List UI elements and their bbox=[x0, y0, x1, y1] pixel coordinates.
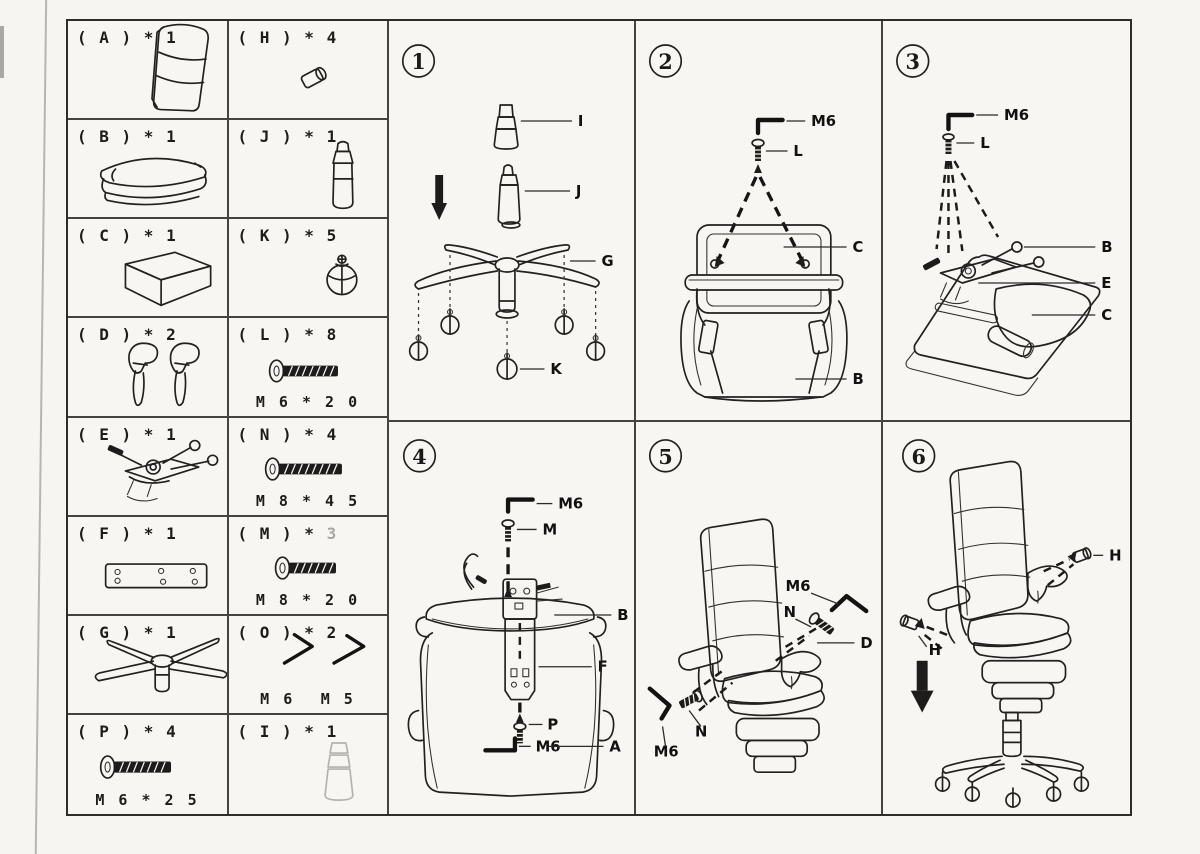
part-cell-P bbox=[68, 715, 229, 814]
step-number: 6 bbox=[911, 443, 926, 469]
step-panel-5 bbox=[636, 422, 883, 814]
step-number: 2 bbox=[658, 48, 673, 75]
part-size-O bbox=[229, 690, 388, 708]
mechanism-drawing bbox=[941, 242, 1044, 304]
step-number: 5 bbox=[658, 443, 673, 469]
part-cell-H bbox=[229, 21, 390, 120]
step-6-diagram bbox=[883, 422, 1130, 814]
part-cell-L bbox=[229, 318, 390, 417]
gas-lift-drawing bbox=[498, 165, 520, 228]
allen-key-drawing bbox=[485, 738, 515, 750]
part-label-K: ( K ) * 5 bbox=[237, 226, 338, 246]
callout-label: C bbox=[1101, 305, 1113, 325]
callout-label: F bbox=[597, 658, 608, 676]
part-label-A: ( A ) * 1 bbox=[77, 28, 178, 47]
callout-label: N bbox=[783, 603, 796, 622]
callout-label: B bbox=[617, 606, 629, 625]
step-panel-2 bbox=[636, 21, 883, 422]
part-cell-E bbox=[68, 418, 229, 517]
down-arrow-icon bbox=[911, 661, 934, 713]
key-size-m6: M 6 bbox=[260, 689, 295, 708]
part-size-M: M 8 * 2 0 bbox=[255, 590, 360, 609]
part-label-G: ( G ) * 1 bbox=[77, 622, 178, 642]
step-panel-4 bbox=[389, 422, 636, 814]
lever-drawing bbox=[464, 554, 478, 589]
part-label-D: ( D ) * 2 bbox=[77, 325, 178, 345]
part-label-C: ( C ) * 1 bbox=[77, 226, 178, 246]
callout-label: P bbox=[547, 716, 559, 734]
callout-label: B bbox=[1101, 237, 1113, 257]
callout-label: D bbox=[860, 634, 873, 652]
callout-label: J bbox=[575, 181, 582, 201]
step-panel-3 bbox=[883, 21, 1130, 422]
part-label-L: ( L ) * 8 bbox=[237, 325, 338, 345]
part-cell-C bbox=[68, 219, 229, 318]
callout-label: H bbox=[1109, 546, 1122, 565]
callout-label: K bbox=[550, 359, 562, 379]
part-size-N: M 8 * 4 5 bbox=[255, 491, 360, 510]
base-assembly-drawing bbox=[936, 713, 1089, 808]
part-label-H: ( H ) * 4 bbox=[237, 28, 338, 47]
callout-label: E bbox=[1101, 273, 1112, 293]
parts-list-grid bbox=[68, 21, 389, 814]
callout-label: M6 bbox=[558, 495, 584, 513]
part-cell-G bbox=[68, 616, 229, 715]
part-label-B: ( B ) * 1 bbox=[77, 127, 178, 147]
callout-label: M6 bbox=[1004, 105, 1030, 125]
part-label-O: ( O ) * 2 bbox=[237, 622, 338, 642]
backrest-drawing bbox=[408, 633, 613, 796]
part-label-I: ( I ) * 1 bbox=[237, 721, 338, 741]
callout-label: M bbox=[542, 521, 558, 539]
callout-label: L bbox=[793, 141, 803, 161]
step-1-diagram bbox=[389, 21, 634, 420]
callout-label: M6 bbox=[653, 743, 679, 761]
step-5-diagram bbox=[636, 422, 881, 814]
callout-label: A bbox=[609, 738, 621, 756]
callout-label: C bbox=[852, 237, 864, 257]
screw-drawing bbox=[677, 689, 703, 711]
part-label-P: ( P ) * 4 bbox=[77, 721, 178, 741]
backrest-pad-drawing bbox=[681, 301, 847, 401]
part-size-P: M 6 * 2 5 bbox=[95, 791, 200, 809]
screw-drawing bbox=[808, 611, 836, 636]
down-arrow-icon bbox=[431, 175, 447, 220]
callout-label: H bbox=[928, 640, 942, 659]
key-size-m5: M 5 bbox=[320, 689, 356, 708]
part-label-F: ( F ) * 1 bbox=[77, 523, 178, 543]
scanned-page-edge bbox=[35, 0, 48, 854]
scan-smudge bbox=[0, 26, 4, 78]
seat-drawing bbox=[416, 598, 606, 637]
part-cell-A bbox=[68, 21, 229, 120]
step-number: 4 bbox=[412, 443, 427, 469]
part-cell-M bbox=[229, 517, 390, 616]
part-qty-muted: 3 bbox=[326, 523, 338, 543]
star-base-drawing bbox=[415, 245, 599, 318]
part-cell-N bbox=[229, 418, 390, 517]
callout-label: G bbox=[601, 251, 614, 271]
part-cell-B bbox=[68, 120, 229, 219]
step-2-diagram bbox=[636, 21, 881, 420]
assembly-steps-grid bbox=[389, 21, 1130, 814]
part-size-L: M 6 * 2 0 bbox=[255, 392, 360, 411]
step-3-diagram bbox=[883, 21, 1130, 420]
part-cell-F bbox=[68, 517, 229, 616]
part-label-J: ( J ) * 1 bbox=[237, 127, 338, 147]
part-cell-J bbox=[229, 120, 390, 219]
part-cell-K bbox=[229, 219, 390, 318]
screw-drawing bbox=[502, 520, 514, 541]
part-label-E: ( E ) * 1 bbox=[77, 424, 178, 444]
allen-key-drawing bbox=[508, 500, 533, 512]
step-panel-1 bbox=[389, 21, 636, 422]
screw-drawing bbox=[943, 134, 954, 154]
callout-label: M6 bbox=[785, 578, 811, 596]
part-label-M: ( M ) * 3 bbox=[237, 523, 338, 543]
callout-label: M6 bbox=[811, 111, 837, 131]
allen-key-drawing bbox=[650, 689, 670, 719]
step-number: 1 bbox=[411, 48, 426, 75]
callout-label: N bbox=[695, 723, 708, 741]
callout-label: B bbox=[852, 369, 864, 389]
callout-label: M6 bbox=[535, 738, 561, 756]
instruction-sheet-frame bbox=[66, 19, 1132, 816]
seat-underside-drawing bbox=[906, 255, 1100, 395]
cover-drawing bbox=[494, 105, 518, 149]
cap-drawing bbox=[899, 614, 919, 630]
callout-label: L bbox=[980, 133, 990, 153]
step-4-diagram bbox=[389, 422, 634, 814]
step-panel-6 bbox=[883, 422, 1130, 814]
screw-drawing bbox=[752, 140, 764, 162]
part-cell-I bbox=[229, 715, 390, 814]
backrest-frame-drawing bbox=[685, 225, 842, 393]
allen-key-drawing bbox=[948, 115, 972, 129]
part-cell-D bbox=[68, 318, 229, 417]
allen-key-drawing bbox=[758, 120, 783, 133]
part-label-N: ( N ) * 4 bbox=[237, 424, 338, 444]
step-number: 3 bbox=[905, 48, 921, 75]
chair-upper-drawing bbox=[928, 462, 1070, 713]
part-cell-O bbox=[229, 616, 390, 715]
callout-label: I bbox=[577, 111, 584, 131]
